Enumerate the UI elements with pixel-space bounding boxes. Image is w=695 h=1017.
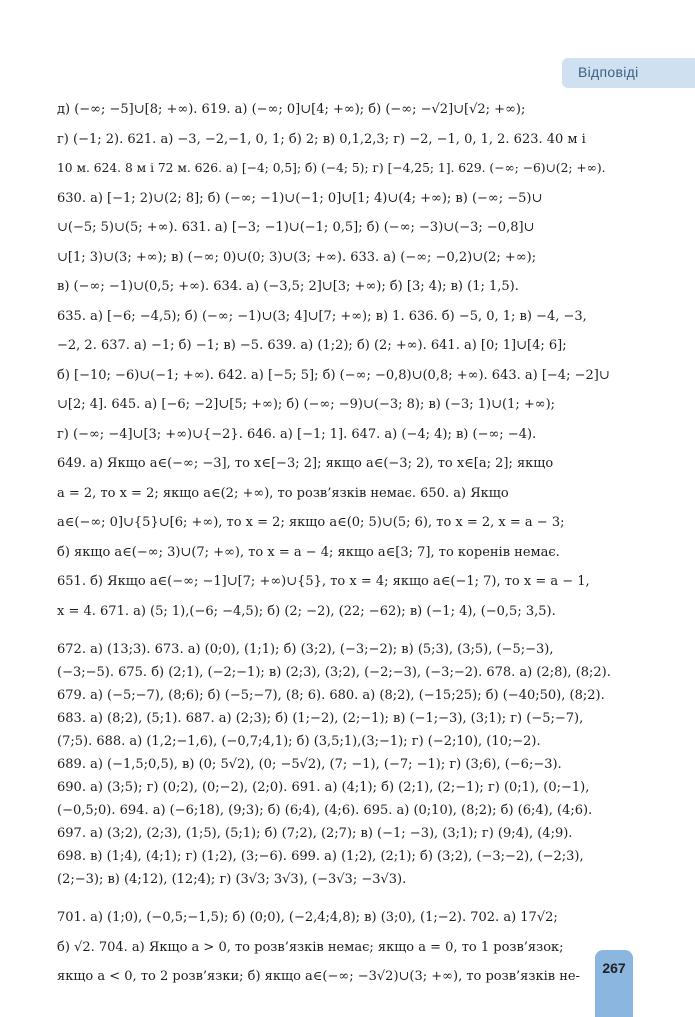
section-label: Відповіді (578, 64, 639, 80)
text-line: д) (−∞; −5]∪[8; +∞). 619. а) (−∞; 0]∪[4; +∞); б) (−∞; −√2]∪[√2; +∞); (57, 102, 526, 117)
text-line: x = 4. 671. а) (5; 1),(−6; −4,5); б) (2; −2), (22; −62); в) (−1; 4), (−0,5; 3,5). (57, 603, 556, 619)
text-line: 690. а) (3;5); г) (0;2), (0;−2), (2;0). 691. а) (4;1); б) (2;1), (2;−1); г) (0;1), (0;−1), (57, 780, 590, 795)
answers-block-2 (57, 638, 613, 891)
text-line: 672. а) (13;3). 673. а) (0;0), (1;1); б) (3;2), (−3;−2); в) (5;3), (3;5), (−5;−3), (57, 642, 554, 657)
text-line: г) (−1; 2). 621. а) −3, −2,−1, 0, 1; б) 2; в) 0,1,2,3; г) −2, −1, 0, 1, 2. 623. 40 м і (57, 131, 586, 147)
text-line: 701. а) (1;0), (−0,5;−1,5); б) (0;0), (−2,4;4,8); в) (3;0), (1;−2). 702. а) 17√2; (57, 910, 558, 925)
text-line: ∪(−5; 5)∪(5; +∞). 631. а) [−3; −1)∪(−1; 0,5]; б) (−∞; −3)∪(−3; −0,8]∪ (57, 220, 535, 235)
text-line: (7;5). 688. а) (1,2;−1,6), (−0,7;4,1); б) (3,5;1),(3;−1); г) (−2;10), (10;−2). (57, 734, 541, 749)
text-line: 649. а) Якщо a∈(−∞; −3], то x∈[−3; 2]; якщо a∈(−3; 2), то x∈[a; 2]; якщо (57, 456, 554, 471)
answers-block-1 (57, 95, 613, 626)
text-line: б) [−10; −6)∪(−1; +∞). 642. а) [−5; 5]; б) (−∞; −0,8)∪(0,8; +∞). 643. а) [−4; −2]∪ (57, 367, 610, 383)
answers-text (57, 95, 613, 992)
text-line: б) √2. 704. а) Якщо a > 0, то розв’язків немає; якщо a = 0, то 1 розв’язок; (57, 939, 564, 955)
answers-block-3 (57, 903, 613, 992)
text-line: 630. а) [−1; 2)∪(2; 8]; б) (−∞; −1)∪(−1; 0]∪[1; 4)∪(4; +∞); в) (−∞; −5)∪ (57, 190, 543, 206)
text-line: 697. а) (3;2), (2;3), (1;5), (5;1); б) (7;2), (2;7); в) (−1; −3), (3;1); г) (9;4), (4;9). (57, 826, 573, 841)
text-line: якщо a < 0, то 2 розв’язки; б) якщо a∈(−∞; −3√2)∪(3; +∞), то розв’язків не- (57, 969, 580, 984)
text-line: б) якщо a∈(−∞; 3)∪(7; +∞), то x = a − 4; якщо a∈[3; 7], то коренів немає. (57, 544, 560, 560)
text-line: 635. а) [−6; −4,5); б) (−∞; −1)∪(3; 4]∪[7; +∞); в) 1. 636. б) −5, 0, 1; в) −4, −3, (57, 308, 587, 324)
text-line: в) (−∞; −1)∪(0,5; +∞). 634. а) (−3,5; 2]∪[3; +∞); б) [3; 4); в) (1; 1,5). (57, 279, 519, 294)
text-line: г) (−∞; −4]∪[3; +∞)∪{−2}. 646. а) [−1; 1]. 647. а) (−4; 4); в) (−∞; −4). (57, 426, 537, 442)
text-line: 698. в) (1;4), (4;1); г) (1;2), (3;−6). 699. а) (1;2), (2;1); б) (3;2), (−3;−2), (−2;3), (57, 849, 584, 864)
text-line: ∪[2; 4]. 645. а) [−6; −2]∪[5; +∞); б) (−∞; −9)∪(−3; 8); в) (−3; 1)∪(1; +∞); (57, 397, 556, 412)
page-number: 267 (602, 960, 626, 976)
text-line: 679. а) (−5;−7), (8;6); б) (−5;−7), (8; 6). 680. а) (8;2), (−15;25); б) (−40;50), (8;2). (57, 688, 605, 703)
text-line: (−0,5;0). 694. а) (−6;18), (9;3); б) (6;4), (4;6). 695. а) (0;10), (8;2); б) (6;4), (4;6). (57, 803, 593, 818)
text-line: a∈(−∞; 0]∪{5}∪[6; +∞), то x = 2; якщо a∈(0; 5)∪(5; 6), то x = 2, x = a − 3; (57, 515, 565, 530)
section-tab (562, 58, 695, 88)
text-line: (2;−3); в) (4;12), (12;4); г) (3√3; 3√3), (−3√3; −3√3). (57, 872, 407, 887)
text-line: 10 м. 624. 8 м і 72 м. 626. а) [−4; 0,5]; б) (−4; 5); г) [−4,25; 1]. 629. (−∞; −6)∪(2; +∞). (57, 161, 606, 175)
page-number-tab (595, 950, 633, 1017)
text-line: −2, 2. 637. а) −1; б) −1; в) −5. 639. а) (1;2); б) (2; +∞). 641. а) [0; 1]∪[4; 6]; (57, 338, 567, 353)
text-line: (−3;−5). 675. б) (2;1), (−2;−1); в) (2;3), (3;2), (−2;−3), (−3;−2). 678. а) (2;8), (8;2). (57, 665, 611, 680)
text-line: ∪[1; 3)∪(3; +∞); в) (−∞; 0)∪(0; 3)∪(3; +∞). 633. а) (−∞; −0,2)∪(2; +∞); (57, 249, 537, 265)
text-line: 651. б) Якщо a∈(−∞; −1]∪[7; +∞)∪{5}, то x = 4; якщо a∈(−1; 7), то x = a − 1, (57, 574, 590, 589)
text-line: 683. а) (8;2), (5;1). 687. а) (2;3); б) (1;−2), (2;−1); в) (−1;−3), (3;1); г) (−5;−7), (57, 711, 584, 726)
text-line: a = 2, то x = 2; якщо a∈(2; +∞), то розв’язків немає. 650. а) Якщо (57, 485, 509, 501)
text-line: 689. а) (−1,5;0,5), в) (0; 5√2), (0; −5√2), (7; −1), (−7; −1); г) (3;6), (−6;−3). (57, 757, 562, 772)
